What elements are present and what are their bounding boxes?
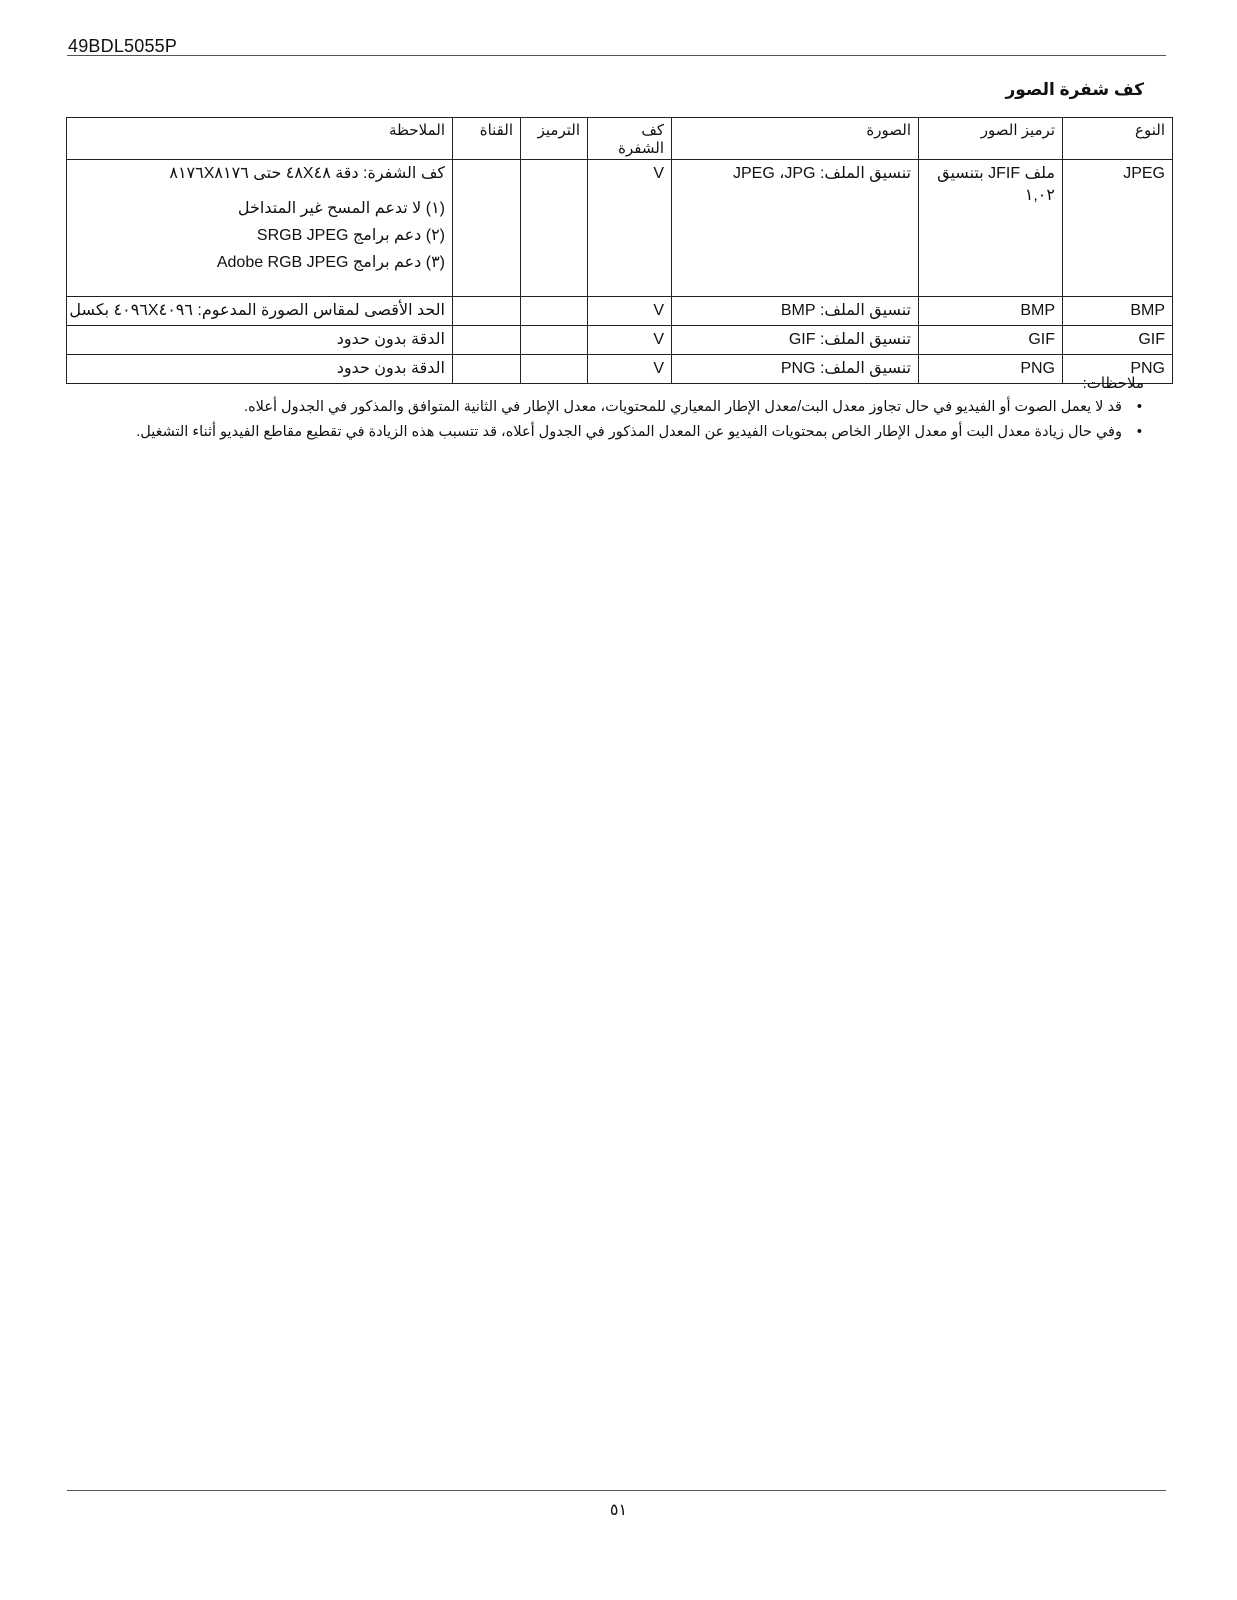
notes-list — [62, 395, 1144, 445]
cell-encoding — [521, 326, 588, 355]
page-number: ٥١ — [609, 1502, 628, 1519]
cell-decoding: V — [588, 355, 672, 384]
cell-capability — [453, 326, 521, 355]
header-capability: القناة — [453, 118, 521, 160]
cell-notes: الدقة بدون حدود — [67, 355, 453, 384]
cell-codec: GIF — [919, 326, 1063, 355]
cell-image: تنسيق الملف: GIF — [672, 326, 919, 355]
table-row — [67, 297, 1173, 326]
cell-type: GIF — [1063, 326, 1173, 355]
cell-type: PNG — [1063, 355, 1173, 384]
cell-image: تنسيق الملف: JPEG ،JPG — [672, 160, 919, 297]
section-title: كف شفرة الصور — [1005, 80, 1144, 99]
cell-notes: كف الشفرة: دقة ٤٨X٤٨ حتى ٨١٧٦X٨١٧٦ (١) لا تدعم المسح غير المتداخل (٢) دعم برامج SRGB JPEG (٣) دعم برامج Adobe RGB JPEG — [67, 160, 453, 297]
cell-decoding: V — [588, 326, 672, 355]
table-row — [67, 355, 1173, 384]
header-codec: ترميز الصور — [919, 118, 1063, 160]
list-item: • وفي حال زيادة معدل البت أو معدل الإطار الخاص بمحتويات الفيديو عن المعدل المذكور في الجدول أعلاه، قد تتسبب هذه الزيادة في تقطيع مقاطع الفيديو أثناء التشغيل. — [62, 420, 1122, 445]
cell-type: JPEG — [1063, 160, 1173, 297]
cell-image: تنسيق الملف: BMP — [672, 297, 919, 326]
header-notes: الملاحظة — [67, 118, 453, 160]
notes-label: ملاحظات: — [1082, 375, 1144, 392]
cell-notes: الحد الأقصى لمقاس الصورة المدعوم: ٤٠٩٦X٤٠٩٦ بكسل — [67, 297, 453, 326]
cell-capability — [453, 297, 521, 326]
table-header-row — [67, 118, 1173, 160]
table-row — [67, 160, 1173, 297]
cell-encoding — [521, 355, 588, 384]
cell-codec: ملف JFIF بتنسيق ١,٠٢ — [919, 160, 1063, 297]
cell-decoding: V — [588, 160, 672, 297]
cell-type: BMP — [1063, 297, 1173, 326]
model-number: 49BDL5055P — [68, 36, 178, 56]
cell-encoding — [521, 160, 588, 297]
image-decoding-table — [66, 117, 1173, 384]
cell-codec: BMP — [919, 297, 1063, 326]
header-type: النوع — [1063, 118, 1173, 160]
cell-codec: PNG — [919, 355, 1063, 384]
table-row — [67, 326, 1173, 355]
footer-divider — [67, 1490, 1166, 1491]
header-encoding: الترميز — [521, 118, 588, 160]
header-image: الصورة — [672, 118, 919, 160]
list-item: • قد لا يعمل الصوت أو الفيديو في حال تجاوز معدل البت/معدل الإطار المعياري للمحتويات، معدل الإطار في الثانية المتوافق والمذكور في الجدول أعلاه. — [62, 395, 1122, 420]
header-divider — [67, 55, 1166, 56]
cell-notes: الدقة بدون حدود — [67, 326, 453, 355]
cell-capability — [453, 355, 521, 384]
cell-decoding: V — [588, 297, 672, 326]
cell-image: تنسيق الملف: PNG — [672, 355, 919, 384]
cell-capability — [453, 160, 521, 297]
header-decoding: كف الشفرة — [588, 118, 672, 160]
cell-encoding — [521, 297, 588, 326]
